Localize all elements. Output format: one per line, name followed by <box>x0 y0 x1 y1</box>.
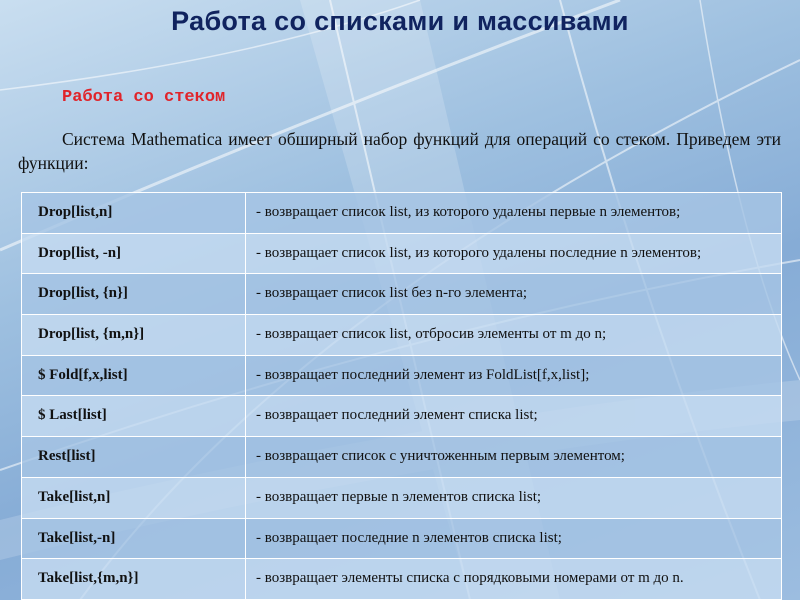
table-row <box>22 559 782 600</box>
function-name: Drop[list, -n] <box>22 233 246 274</box>
function-description: - возвращает список list без n-го элемента; <box>246 274 782 315</box>
function-name: Take[list,-n] <box>22 518 246 559</box>
function-name: Rest[list] <box>22 437 246 478</box>
function-name: Drop[list, {m,n}] <box>22 315 246 356</box>
table-row <box>22 518 782 559</box>
table-row <box>22 355 782 396</box>
intro-paragraph: Система Mathematica имеет обширный набор функций для операций со стеком. Приведем эти функции: <box>18 129 781 173</box>
function-name: $ Last[list] <box>22 396 246 437</box>
slide-title: Работа со списками и массивами <box>171 6 629 36</box>
function-name: Take[list,{m,n}] <box>22 559 246 600</box>
table-row <box>22 315 782 356</box>
function-description: - возвращает список list, из которого удалены последние n элементов; <box>246 233 782 274</box>
function-name: Take[list,n] <box>22 477 246 518</box>
section-subtitle: Работа со стеком <box>62 88 226 107</box>
function-description: - возвращает элементы списка с порядковыми номерами от m до n. <box>246 559 782 600</box>
functions-table <box>21 192 782 600</box>
function-description: - возвращает последние n элементов списка list; <box>246 518 782 559</box>
table-row <box>22 396 782 437</box>
table-row <box>22 233 782 274</box>
function-name: Drop[list,n] <box>22 193 246 234</box>
function-description: - возвращает список list, из которого удалены первые n элементов; <box>246 193 782 234</box>
table-row <box>22 193 782 234</box>
table-row <box>22 437 782 478</box>
function-description: - возвращает последний элемент списка list; <box>246 396 782 437</box>
function-description: - возвращает первые n элементов списка list; <box>246 477 782 518</box>
table-row <box>22 274 782 315</box>
function-name: $ Fold[f,x,list] <box>22 355 246 396</box>
function-description: - возвращает список с уничтоженным первым элементом; <box>246 437 782 478</box>
table-row <box>22 477 782 518</box>
function-description: - возвращает список list, отбросив элементы от m до n; <box>246 315 782 356</box>
function-description: - возвращает последний элемент из FoldList[f,x,list]; <box>246 355 782 396</box>
function-name: Drop[list, {n}] <box>22 274 246 315</box>
